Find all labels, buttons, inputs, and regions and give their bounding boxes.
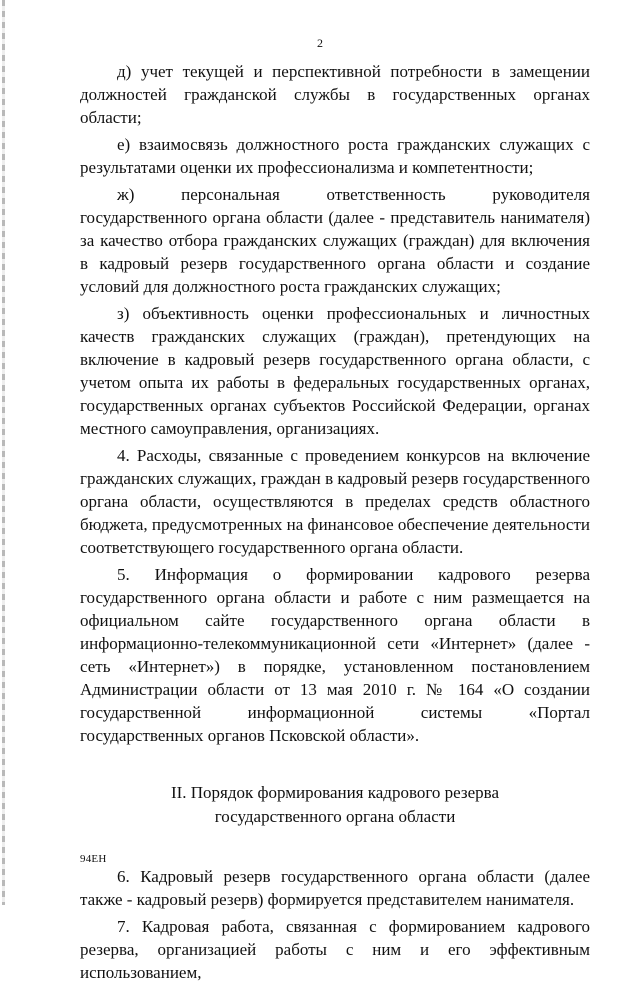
paragraph-4: 4. Расходы, связанные с проведением конкурсов на включение гражданских служащих, граждан в кадровый резерв государственного органа области, осуществляются в пределах средств областного бюджета, предусмотренных на финансовое обеспечение деятельности соответствующего государственного органа области. bbox=[80, 446, 590, 557]
paragraph-d: д) учет текущей и перспективной потребности в замещении должностей гражданской службы в государственных органах области; bbox=[80, 62, 590, 127]
document-body bbox=[80, 60, 590, 988]
section-heading-line1: II. Порядок формирования кадрового резерва bbox=[170, 783, 500, 802]
page-number: 2 bbox=[317, 36, 323, 50]
footer-code: 94ЕН bbox=[80, 853, 107, 865]
paragraph-7: 7. Кадровая работа, связанная с формированием кадрового резерва, организацией работы с ним и его эффективным использованием, bbox=[80, 917, 590, 982]
section-heading-line2: государственного органа области bbox=[214, 807, 456, 826]
scan-edge-artifact bbox=[2, 0, 5, 905]
paragraph-z: з) объективность оценки профессиональных и личностных качеств гражданских служащих (граждан), претендующих на включение в кадровый резерв государственного органа области, с учетом опыта их работы в федеральных государственных органах, государственных органах субъектов Российской Федерации, органах местного самоуправления, организациях. bbox=[80, 304, 590, 438]
paragraph-6: 6. Кадровый резерв государственного органа области (далее также - кадровый резерв) формируется представителем нанимателя. bbox=[80, 867, 590, 909]
paragraph-5: 5. Информация о формировании кадрового резерва государственного органа области и работе с ним размещается на официальном сайте государственного органа области в информационно-телекоммуникационной сети «Интернет» (далее - сеть «Интернет») в порядке, установленном постановлением Администрации области от 13 мая 2010 г. № 164 «О создании государственной информационной системы «Портал государственных органов Псковской области». bbox=[80, 565, 590, 745]
paragraph-e: е) взаимосвязь должностного роста гражданских служащих с результатами оценки их профессионализма и компетентности; bbox=[80, 135, 590, 177]
paragraph-zh: ж) персональная ответственность руководителя государственного органа области (далее - представитель нанимателя) за качество отбора гражданских служащих (граждан) для включения в кадровый резерв государственного органа области и создание условий для должностного роста гражданских служащих; bbox=[80, 185, 590, 296]
section-heading bbox=[80, 781, 590, 829]
